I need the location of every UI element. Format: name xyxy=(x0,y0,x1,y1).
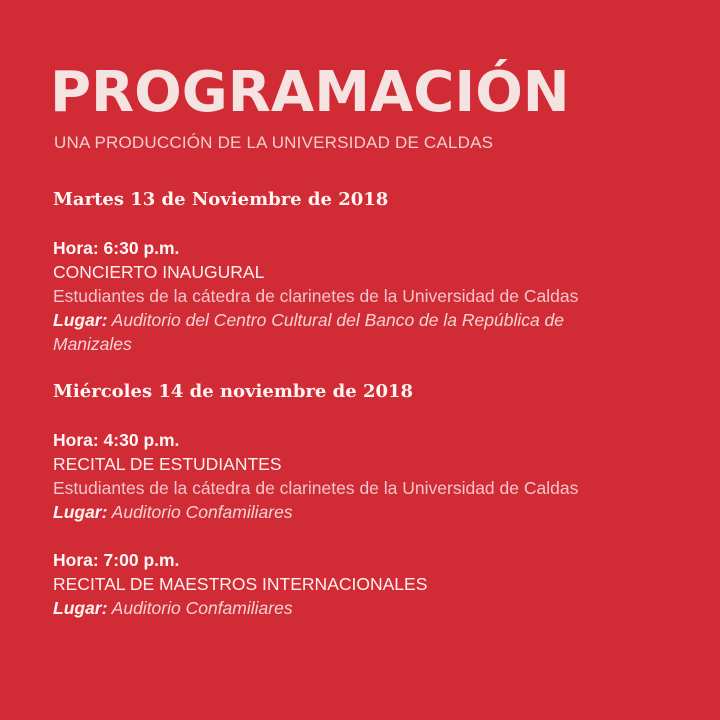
venue-name: Auditorio del Centro Cultural del Banco de la República de xyxy=(107,310,565,330)
venue-label: Lugar: xyxy=(53,502,108,522)
event-performers: Estudiantes de la cátedra de clarinetes de la Universidad de Caldas xyxy=(53,286,579,306)
event-hour: Hora: 4:30 p.m. xyxy=(53,430,180,450)
venue-label: Lugar: xyxy=(53,598,108,618)
day-block-wednesday xyxy=(53,380,703,620)
day-block-tuesday xyxy=(53,188,703,356)
event-hour: Hora: 7:00 p.m. xyxy=(53,550,180,570)
event-item xyxy=(53,548,703,620)
venue-name: Auditorio Confamiliares xyxy=(107,598,293,618)
venue-name: Auditorio Confamiliares xyxy=(107,502,293,522)
day-heading: Miércoles 14 de noviembre de 2018 xyxy=(53,381,414,402)
event-performers: Estudiantes de la cátedra de clarinetes de la Universidad de Caldas xyxy=(53,478,579,498)
event-item xyxy=(53,236,703,356)
event-title: CONCIERTO INAUGURAL xyxy=(53,262,265,282)
schedule xyxy=(53,188,703,620)
page-title: PROGRAMACIÓN xyxy=(50,60,570,125)
event-title: RECITAL DE MAESTROS INTERNACIONALES xyxy=(53,574,428,594)
event-venue xyxy=(53,500,703,524)
day-heading: Martes 13 de Noviembre de 2018 xyxy=(53,189,389,210)
event-hour: Hora: 6:30 p.m. xyxy=(53,238,180,258)
venue-label: Lugar: xyxy=(53,310,108,330)
event-venue xyxy=(53,596,703,620)
page-subtitle: UNA PRODUCCIÓN DE LA UNIVERSIDAD DE CALDAS xyxy=(54,133,494,152)
event-item xyxy=(53,428,703,524)
event-title: RECITAL DE ESTUDIANTES xyxy=(53,454,282,474)
event-venue xyxy=(53,308,703,332)
event-venue-continued: Manizales xyxy=(53,334,132,354)
